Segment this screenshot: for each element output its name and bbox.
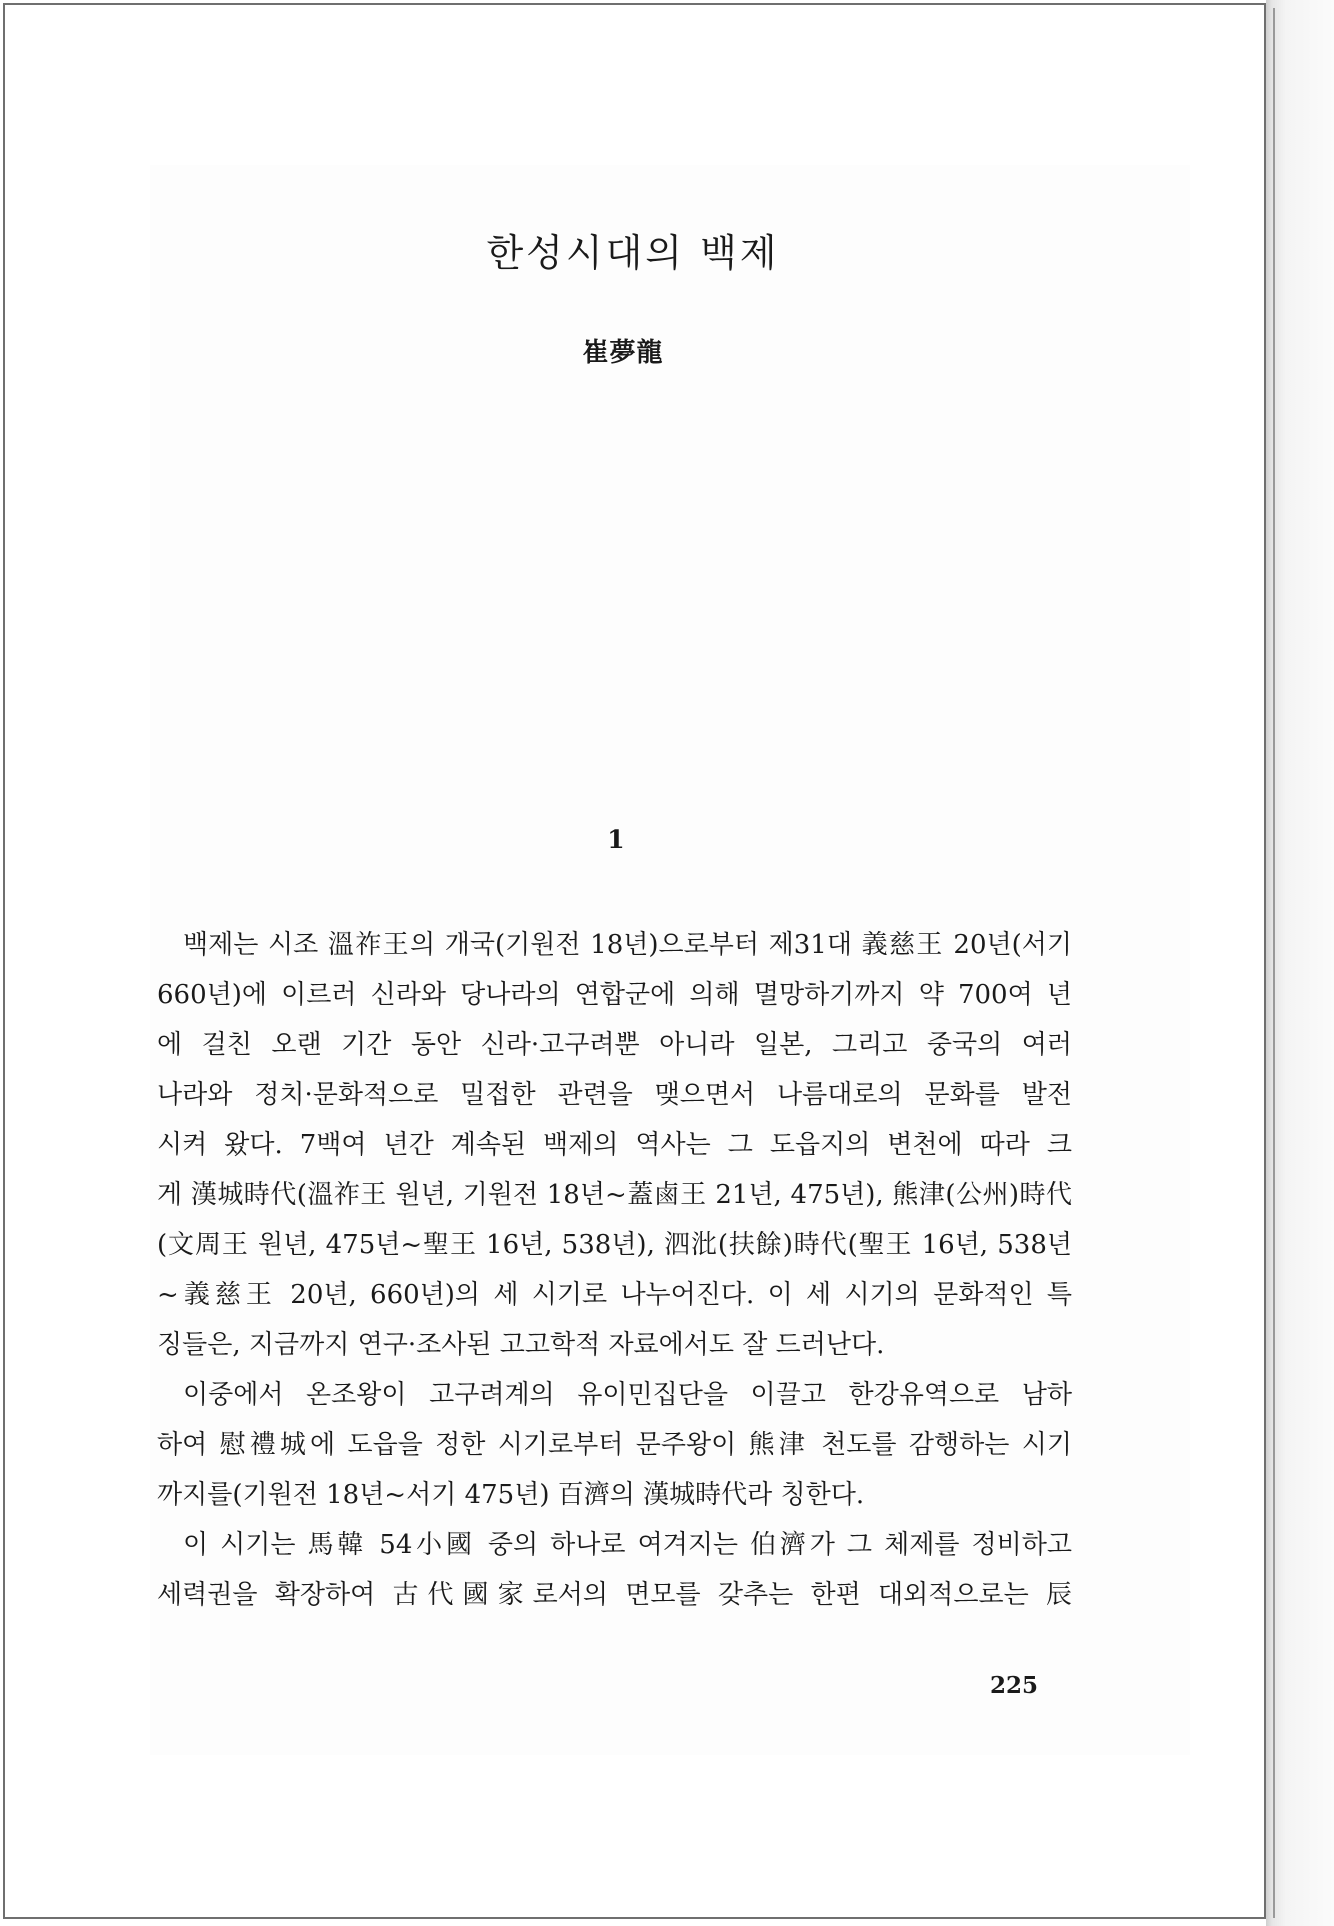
page-edge-line: [1273, 8, 1275, 1918]
text-line: 에 걸친 오랜 기간 동안 신라·고구려뿐 아니라 일본, 그리고 중국의 여러: [157, 1030, 1072, 1060]
text-line: 이중에서 온조왕이 고구려계의 유이민집단을 이끌고 한강유역으로 남하: [183, 1380, 1072, 1410]
text-line: 나라와 정치·문화적으로 밀접한 관련을 맺으면서 나름대로의 문화를 발전: [157, 1080, 1072, 1110]
text-line: 까지를(기원전 18년~서기 475년) 百濟의 漢城時代라 칭한다.: [157, 1480, 865, 1510]
section-number: 1: [607, 825, 625, 854]
body-text: [157, 920, 1072, 1620]
page-number: 225: [989, 1672, 1038, 1699]
text-line: 하여 慰禮城에 도읍을 정한 시기로부터 문주왕이 熊津 천도를 감행하는 시기: [157, 1430, 1072, 1460]
text-line: 세력권을 확장하여 古代國家로서의 면모를 갖추는 한편 대외적으로는 辰: [157, 1580, 1072, 1610]
text-line: 게 漢城時代(溫祚王 원년, 기원전 18년~蓋鹵王 21년, 475년), 熊津(公州)時代: [157, 1180, 1072, 1210]
text-line: 징들은, 지금까지 연구·조사된 고고학적 자료에서도 잘 드러난다.: [157, 1330, 885, 1360]
text-line: 이 시기는 馬韓 54小國 중의 하나로 여겨지는 伯濟가 그 체제를 정비하고: [183, 1530, 1072, 1560]
text-line: ~義慈王 20년, 660년)의 세 시기로 나누어진다. 이 세 시기의 문화적인 특: [157, 1280, 1072, 1310]
author-name: 崔夢龍: [582, 338, 664, 368]
text-line: 660년)에 이르러 신라와 당나라의 연합군에 의해 멸망하기까지 약 700여 년: [157, 980, 1072, 1010]
text-line: 백제는 시조 溫祚王의 개국(기원전 18년)으로부터 제31대 義慈王 20년(서기: [183, 930, 1072, 960]
page-edge-shadow: [1266, 0, 1334, 1926]
chapter-title: 한성시대의 백제: [486, 231, 780, 275]
text-line: 시켜 왔다. 7백여 년간 계속된 백제의 역사는 그 도읍지의 변천에 따라 크: [157, 1130, 1072, 1160]
text-line: (文周王 원년, 475년~聖王 16년, 538년), 泗沘(扶餘)時代(聖王 16년, 538년: [157, 1230, 1072, 1260]
